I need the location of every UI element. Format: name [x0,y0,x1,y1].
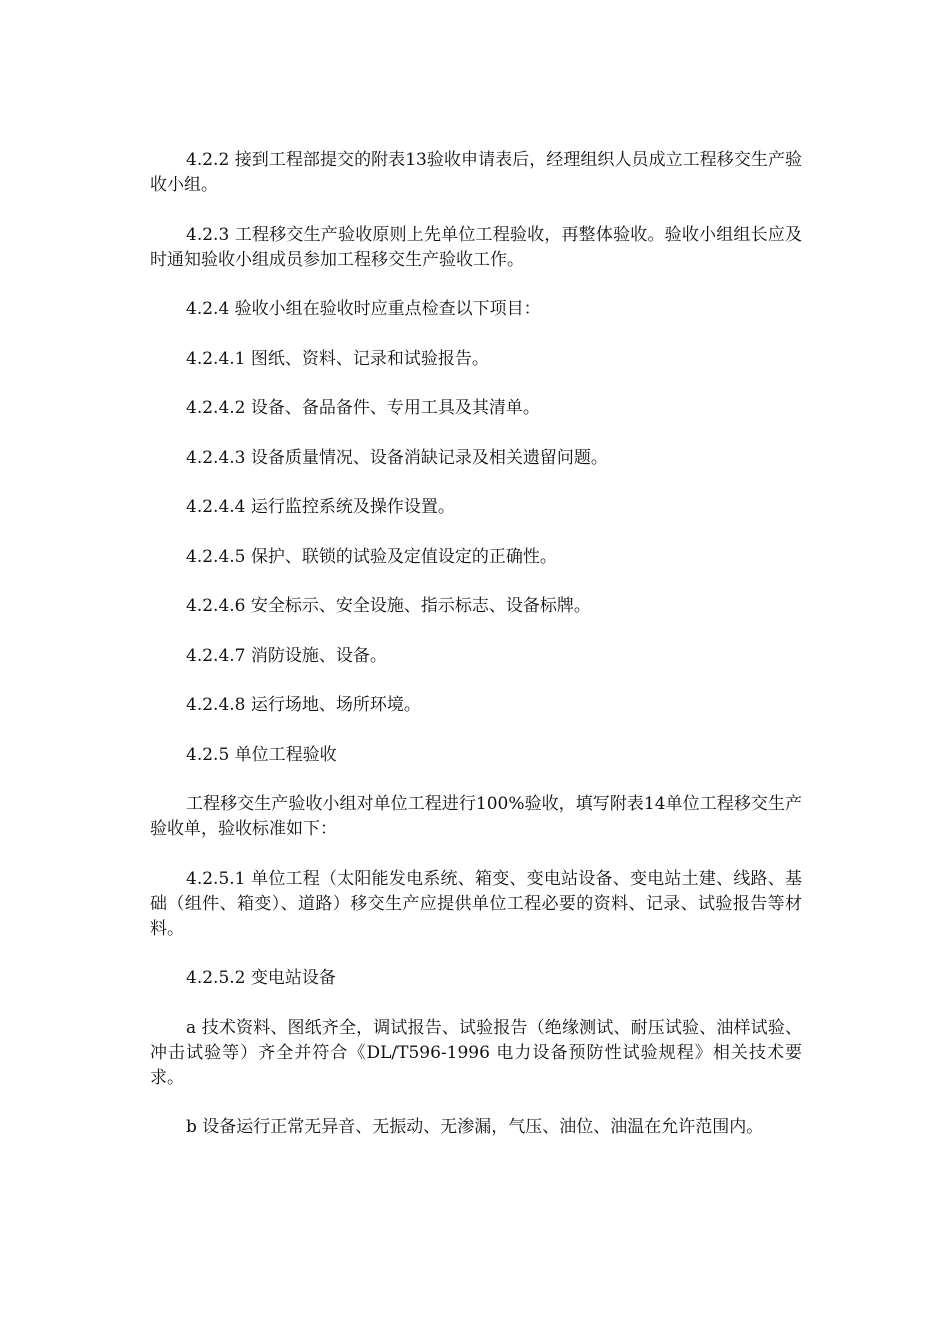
paragraph-4-2-2: 4.2.2 接到工程部提交的附表13验收申请表后，经理组织人员成立工程移交生产验收小组。 [150,150,802,195]
paragraph-4-2-5-1: 4.2.5.1 单位工程（太阳能发电系统、箱变、变电站设备、变电站土建、线路、基础（组件、箱变）、道路）移交生产应提供单位工程必要的资料、记录、试验报告等材料。 [150,868,802,939]
paragraph-4-2-4-8: 4.2.4.8 运行场地、场所环境。 [186,695,421,715]
document-body [150,148,802,1165]
paragraph-4-2-4-4: 4.2.4.4 运行监控系统及操作设置。 [186,497,455,517]
paragraph-4-2-4: 4.2.4 验收小组在验收时应重点检查以下项目： [186,299,541,319]
paragraph-4-2-4-2: 4.2.4.2 设备、备品备件、专用工具及其清单。 [186,398,540,418]
paragraph-item-b: b 设备运行正常无异音、无振动、无渗漏，气压、油位、油温在允许范围内。 [186,1117,764,1137]
paragraph-4-2-4-5: 4.2.4.5 保护、联锁的试验及定值设定的正确性。 [186,546,557,567]
paragraph-4-2-4-7: 4.2.4.7 消防设施、设备。 [186,645,387,666]
paragraph-4-2-5-2: 4.2.5.2 变电站设备 [186,968,336,988]
paragraph-4-2-4-3: 4.2.4.3 设备质量情况、设备消缺记录及相关遗留问题。 [186,447,608,468]
paragraph-4-2-5-body: 工程移交生产验收小组对单位工程进行100%验收，填写附表14单位工程移交生产验收单，验收标准如下： [150,794,802,839]
paragraph-4-2-5-heading: 4.2.5 单位工程验收 [186,744,337,765]
paragraph-4-2-4-6: 4.2.4.6 安全标示、安全设施、指示标志、设备标牌。 [186,596,591,616]
paragraph-item-a: a 技术资料、图纸齐全，调试报告、试验报告（绝缘测试、耐压试验、油样试验、冲击试验等）齐全并符合《DL/T596-1996 电力设备预防性试验规程》相关技术要求。 [150,1017,802,1088]
paragraph-4-2-3: 4.2.3 工程移交生产验收原则上先单位工程验收，再整体验收。验收小组组长应及时通知验收小组成员参加工程移交生产验收工作。 [150,224,802,270]
paragraph-4-2-4-1: 4.2.4.1 图纸、资料、记录和试验报告。 [186,348,489,369]
